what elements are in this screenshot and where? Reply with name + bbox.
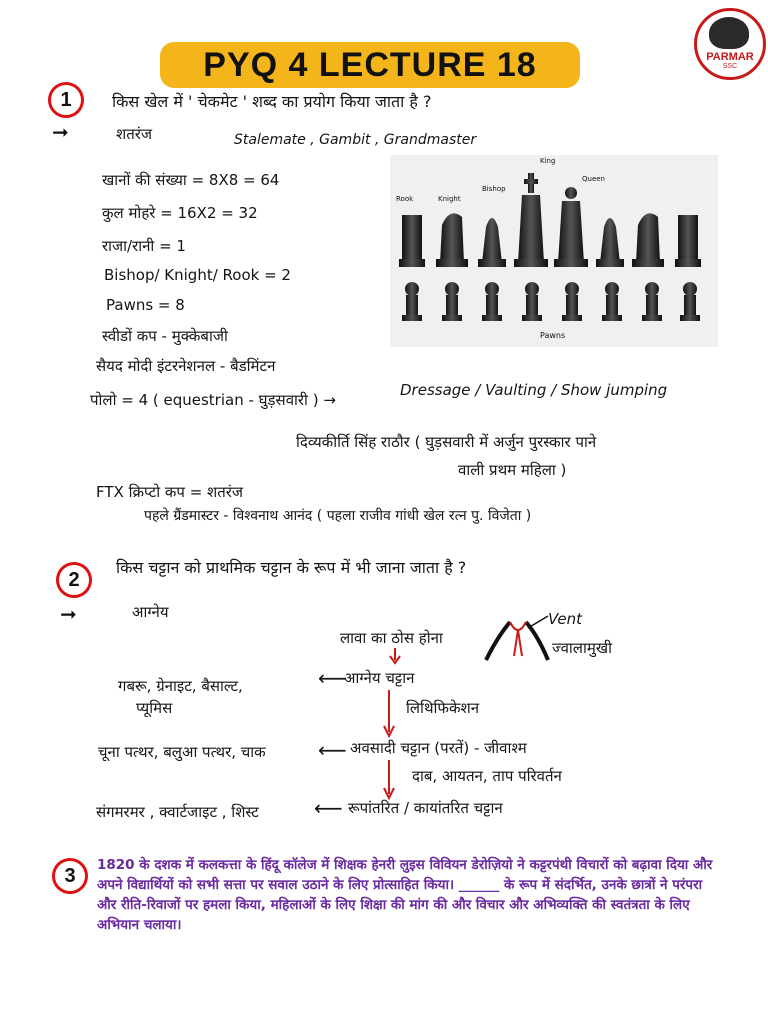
question-3-number: 3 (52, 858, 88, 894)
bishop-piece (482, 218, 502, 263)
polo-events: Dressage / Vaulting / Show jumping (400, 381, 668, 399)
divyakriti-line-2: वाली प्रथम महिला ) (458, 461, 567, 479)
left-arrow-icon: ⟵ (318, 666, 347, 690)
knight-piece (440, 213, 464, 263)
igneous-rock: आग्नेय चट्टान (344, 669, 415, 687)
arrow-icon: ➞ (52, 120, 69, 144)
question-3-text: 1820 के दशक में कलकत्ता के हिंदू कॉलेज में शिक्षक हेनरी लुइस विवियन डेरोज़ियो ने कट्टरपंथी विचारों को बढ़ावा दिया और अपने विद्यार्थियों को सभी सत्ता पर सवाल उठाने के लिए प्रोत्साहित किया। ______ के रूप में संदर्भित, उनके छात्रों ने परंपरा और रीति-रिवाजों पर हमला किया, महिलाओं के लिए शिक्षा की मांग की और विचार और अभिव्यक्ति की स्वतंत्रता के लिए अभियान चलाया। (97, 857, 713, 933)
lithification: लिथिफिकेशन (406, 699, 480, 717)
left-arrow-icon: ⟵ (314, 796, 343, 820)
sedimentary-rock: अवसादी चट्टान (परतें) - जीवाश्म (350, 739, 527, 757)
logo-text: PARMAR (706, 51, 754, 63)
note-pawns: Pawns = 8 (106, 296, 185, 314)
igneous-examples-2: प्यूमिस (136, 699, 173, 717)
note-syed-modi: सैयद मोदी इंटरनेशनल - बैडमिंटन (96, 357, 276, 375)
label-rook: Rook (396, 195, 414, 203)
rook-piece (402, 215, 422, 263)
label-queen: Queen (582, 175, 605, 183)
logo-subtext: SSC (722, 63, 738, 70)
volcano-sketch (480, 608, 552, 664)
igneous-examples: गबरू, ग्रेनाइट, बैसाल्ट, (118, 677, 243, 695)
left-arrow-icon: ⟵ (318, 738, 347, 762)
question-2-answer: आग्नेय (132, 603, 169, 621)
page-title: PYQ 4 LECTURE 18 (203, 46, 537, 84)
polo-line: पोलो = 4 ( equestrian - घुड़सवारी ) → (90, 391, 336, 409)
first-grandmaster: पहले ग्रैंडमास्टर - विश्वनाथ आनंद ( पहला राजीव गांधी खेल रत्न पु. विजेता ) (144, 508, 532, 524)
queen-piece (558, 201, 584, 263)
chess-pieces-image (390, 155, 718, 347)
label-king: King (540, 157, 556, 165)
pressure-change: दाब, आयतन, ताप परिवर्तन (412, 767, 562, 785)
down-arrow-icon (388, 648, 402, 666)
divyakriti-line: दिव्यकीर्ति सिंह राठौर ( घुड़सवारी में अर्जुन पुरस्कार पाने (296, 433, 597, 451)
arrow-icon: ➞ (60, 602, 77, 626)
down-arrow-icon (382, 760, 396, 800)
note-king-queen: राजा/रानी = 1 (102, 237, 186, 255)
metamorphic-examples: संगमरमर , क्वार्टजाइट , शिस्ट (96, 803, 259, 821)
king-piece (518, 195, 544, 263)
pawns-row (402, 282, 700, 321)
note-cup-boxing: स्वीडों कप - मुक्केबाजी (102, 327, 228, 345)
sedimentary-examples: चूना पत्थर, बलुआ पत्थर, चाक (98, 743, 266, 761)
lion-icon (709, 17, 749, 49)
question-2-text: किस चट्टान को प्राथमिक चट्टान के रूप में भी जाना जाता है ? (116, 558, 467, 577)
lava-text: लावा का ठोस होना (340, 629, 443, 647)
down-arrow-icon (382, 690, 396, 738)
ftx-cup: FTX क्रिप्टो कप = शतरंज (96, 483, 244, 501)
note-pieces: कुल मोहरे = 16X2 = 32 (102, 204, 258, 222)
label-pawns: Pawns (540, 331, 566, 340)
chess-terms: Stalemate , Gambit , Grandmaster (234, 132, 477, 148)
question-1-text: किस खेल में ' चेकमेट ' शब्द का प्रयोग किया जाता है ? (112, 92, 432, 111)
label-knight: Knight (438, 195, 461, 203)
note-squares: खानों की संख्या = 8X8 = 64 (102, 171, 280, 189)
question-1-answer: शतरंज (116, 125, 153, 143)
volcano-label: ज्वालामुखी (552, 639, 612, 657)
label-bishop: Bishop (482, 185, 506, 193)
metamorphic-rock: रूपांतरित / कायांतरित चट्टान (348, 799, 503, 817)
vent-label: Vent (548, 610, 582, 628)
note-minor-pieces: Bishop/ Knight/ Rook = 2 (104, 266, 291, 284)
parmar-logo (694, 8, 766, 80)
question-1-number: 1 (48, 82, 84, 118)
question-2-number: 2 (56, 562, 92, 598)
